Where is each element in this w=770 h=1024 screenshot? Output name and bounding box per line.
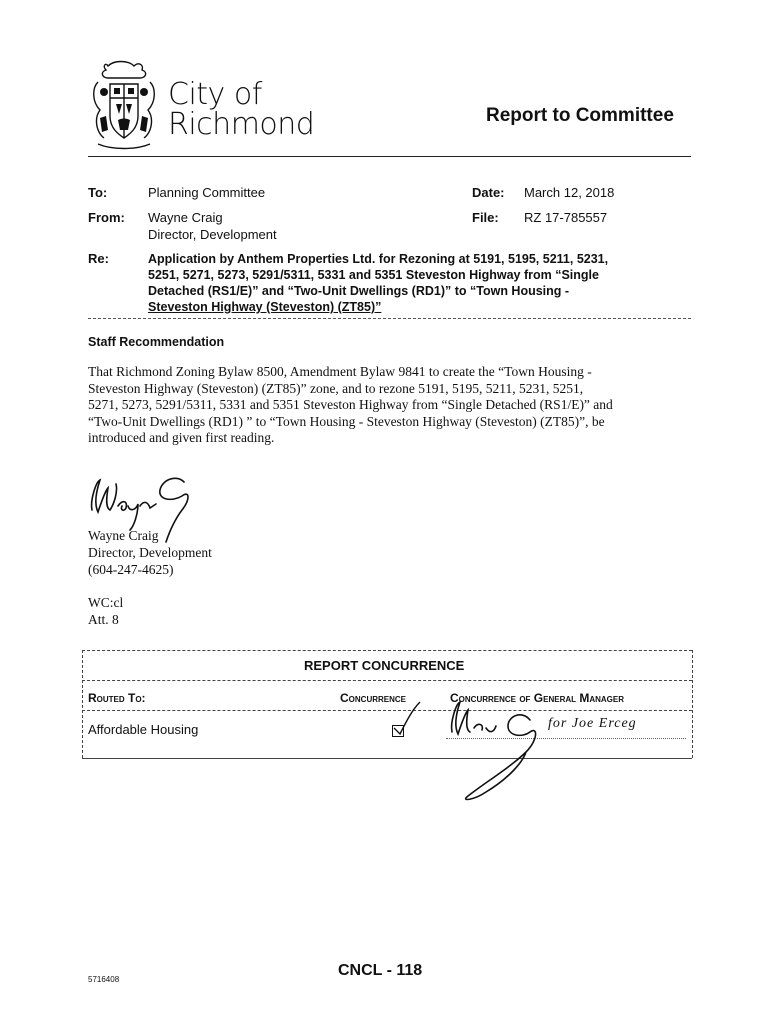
attachment-count: Att. 8 bbox=[88, 612, 119, 627]
gm-signature-line bbox=[446, 738, 686, 739]
to-label: To: bbox=[88, 185, 108, 200]
date-value: March 12, 2018 bbox=[524, 185, 615, 200]
file-value: RZ 17-785557 bbox=[524, 210, 608, 225]
re-line: Steveston Highway (Steveston) (ZT85)” bbox=[148, 300, 382, 314]
city-crest-logo bbox=[88, 58, 160, 154]
header-divider bbox=[88, 156, 691, 157]
signatory-name: Wayne Craig bbox=[88, 528, 159, 543]
document-code: 5716408 bbox=[88, 975, 120, 984]
from-title: Director, Development bbox=[148, 227, 277, 242]
recommendation-paragraph bbox=[88, 364, 683, 447]
column-header-concurrence: Concurrence bbox=[340, 691, 407, 705]
re-label: Re: bbox=[88, 251, 109, 266]
paragraph-line: Steveston Highway (Steveston) (ZT85)” zone, and to rezone 5191, 5195, 5211, 5231, 5251, bbox=[88, 380, 584, 396]
city-name-logotype bbox=[168, 77, 315, 142]
re-line: Application by Anthem Properties Ltd. for Rezoning at 5191, 5195, 5211, 5231, bbox=[148, 252, 609, 266]
gm-signature-scribble bbox=[446, 692, 546, 812]
from-name: Wayne Craig bbox=[148, 210, 223, 225]
author-initials: WC:cl bbox=[88, 595, 124, 610]
signatory-phone: (604-247-4625) bbox=[88, 562, 174, 577]
re-subject bbox=[148, 251, 678, 315]
checkmark-icon bbox=[388, 700, 424, 740]
page-label: CNCL - 118 bbox=[338, 962, 423, 979]
gm-handwritten-note: for Joe Erceg bbox=[548, 716, 637, 731]
table-bottom-border bbox=[82, 758, 692, 759]
table-right-border bbox=[692, 650, 693, 758]
re-line: Detached (RS1/E)” and “Two-Unit Dwellings (RD1)” to “Town Housing - bbox=[148, 284, 570, 298]
report-concurrence-table bbox=[82, 650, 692, 758]
table-title-divider bbox=[82, 680, 692, 681]
section-heading: Staff Recommendation bbox=[88, 335, 225, 349]
routed-department: Affordable Housing bbox=[88, 722, 199, 737]
file-label: File: bbox=[472, 210, 499, 225]
column-header-routed-to: Routed To: bbox=[88, 691, 146, 705]
re-line: 5251, 5271, 5273, 5291/5311, 5331 and 5351 Steveston Highway from “Single bbox=[148, 268, 599, 282]
paragraph-line: “Two-Unit Dwellings (RD1) ” to “Town Housing - Steveston Highway (Steveston) (ZT85)”, be bbox=[88, 413, 605, 429]
paragraph-line: 5271, 5273, 5291/5311, 5331 and 5351 Steveston Highway from “Single Detached (RS1/E)” and bbox=[88, 397, 613, 412]
report-title: Report to Committee bbox=[486, 105, 674, 126]
table-top-border bbox=[82, 650, 692, 651]
table-header-divider bbox=[82, 710, 692, 711]
to-value: Planning Committee bbox=[148, 185, 266, 200]
paragraph-line: introduced and given first reading. bbox=[88, 430, 275, 445]
date-label: Date: bbox=[472, 185, 505, 200]
column-header-gm-concurrence: Concurrence of General Manager bbox=[450, 691, 625, 705]
signatory-title: Director, Development bbox=[88, 545, 212, 560]
logo-line-2: Richmond bbox=[168, 107, 315, 142]
table-left-border bbox=[82, 650, 83, 758]
concurrence-title: REPORT CONCURRENCE bbox=[304, 658, 465, 673]
logo-line-1: City of bbox=[168, 77, 262, 112]
from-label: From: bbox=[88, 210, 125, 225]
paragraph-line: That Richmond Zoning Bylaw 8500, Amendment Bylaw 9841 to create the “Town Housing - bbox=[88, 364, 592, 379]
re-divider bbox=[88, 318, 691, 319]
